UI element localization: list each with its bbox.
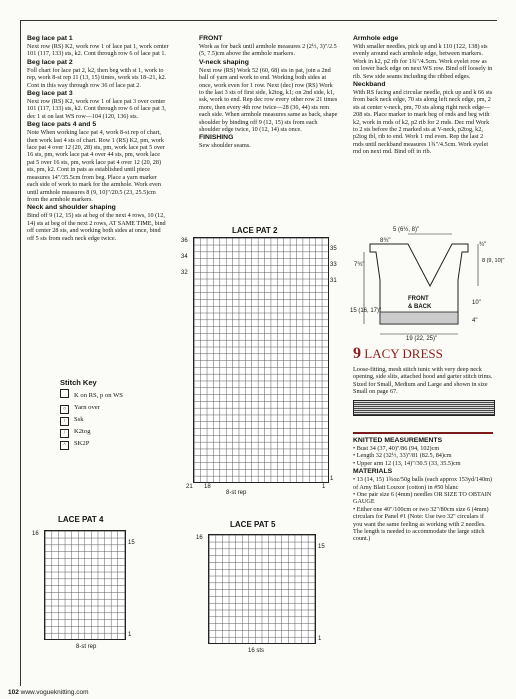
material-1: • 13 (14, 15) 1¾oz/50g balls (each approx 153yd/140m) of Amy Blatt Louxor (cotton) in #50 blanc [353,476,492,491]
schem-armhole: 8 (9, 10)" [482,258,505,264]
lace2-col-21: 21 [186,484,193,490]
section-heading [353,345,443,363]
key-ssk: \ Ssk [60,414,200,426]
lace2-row-32: 32 [181,270,188,276]
lace2-col-1: 1 [322,484,326,490]
schem-label-front: FRONT [408,296,429,302]
schem-height: 15 (16, 17)" [350,308,382,314]
heading-front: FRONT [199,35,223,42]
stitch-key [60,378,200,450]
lace2-row-34: 34 [181,254,188,260]
lace4-row-1: 1 [128,632,132,638]
heading-vneck: V-neck shaping [199,58,249,66]
lace2-rep: 8-st rep [226,490,247,496]
right-column [353,34,493,156]
chart-title-lace2: LACE PAT 2 [232,226,278,235]
text-armhole: With smaller needles, pick up and k 110 (122, 138) sts evenly around each armhole edge, between markers. Work in k2, p2 rib for 1¾"/4.5cm. Work eyelet row as on lower back edge on next WS row. Bind off loosely in rib. Sew side seams including the ribbed edges. [353,43,493,80]
lace5-sts: 16 sts [248,648,265,654]
lace2-row-33: 33 [330,262,337,268]
text-front: Work as for back until armhole measures 2 (2½, 3)"/2.5 (5, 7.5)cm above the armhole markers. [199,43,337,58]
heading-materials: MATERIALS [353,468,393,476]
lace4-rep: 8-st rep [76,644,97,650]
chart-title-lace4: LACE PAT 4 [58,515,104,524]
key-knit: K on RS, p on WS [60,389,200,402]
section-rule [353,432,493,434]
lace4-row-15: 15 [128,540,135,546]
lace2-row-35: 35 [330,246,337,252]
section-intro: Loose-fitting, mesh stitch tunic with very deep neck opening, side slits, attached hood and garter stitch trims. Sized for Small, Medium and Large and shown in size Small on page 67. [353,366,493,396]
measurements-column [353,436,493,543]
heading-lace45: Beg lace pats 4 and 5 [27,121,97,129]
section-text [353,366,493,396]
text-lace1: Next row (RS) K2, work row 1 of lace pat 1, work center 101 (117, 133) sts, k2. Cont through row 6 of lace pat 1. [27,43,169,58]
yarn-over-icon: ○ [60,405,69,414]
section-title: LACY DRESS [364,346,443,361]
heading-armhole: Armhole edge [353,35,399,42]
knit-symbol-icon [60,389,69,398]
lace2-col-18: 18 [204,484,211,490]
lace4-row-16: 16 [32,531,39,537]
left-column [27,34,169,242]
middle-column [199,34,339,150]
sk2p-icon: ^ [60,441,69,450]
heading-lace3: Beg lace pat 3 [27,90,73,98]
lace4-grid [44,530,126,640]
material-3: • Either one 40"/100cm or two 32"/80cm size 6 (4mm) circulars for Panel #1 (Note: Use two 32" circulars if you want the same feeling as working with 2 needles. The length is needed to accommodate the large stitch count.) [353,505,489,543]
site-url: www.vogueknitting.com [20,689,89,696]
text-vneck: Next row (RS) Work 52 (60, 68) sts in pat, join a 2nd ball of yarn and work to end. Working both sides at once, work even for 1 row. Next (dec) row (RS) Work to the last 3 sts of first side, k2tog, k1; on 2nd side, k1, ssk, work to end. Rep dec row every other row 21 times more, then every 4th row twice—28 (36, 44) sts rem each side. When armhole measures same as back, shape shoulder by binding off 9 (12, 15) sts from each shoulder edge twice, 10 (12, 14) sts once. [199,66,338,134]
schem-rib: 4" [472,318,478,324]
section-number: 9 [353,345,361,362]
schem-hem-side: 10" [472,300,481,306]
text-lace3: Next row (RS) K2, work row 1 of lace pat 3 over center 101 (117, 133) sts, k2. Cont through row 6 of lace pat 3, dec 1 st on last WS row—104 (120, 136) sts. [27,98,166,120]
meas-bust: • Bust 34 (37, 40)"/86 (94, 102)cm [353,445,440,452]
key-sk2p: ^ SK2P [60,438,200,450]
text-lace2: Foll chart for lace pat 2, k2, then beg with st 1, work to rep, work 8-st rep 11 (13, 15) times, work sts 18–21, k2. Cont in this way through row 36 of lace pat 2. [27,66,167,89]
lace5-row-15: 15 [318,544,325,550]
schem-label-back: & BACK [408,304,432,310]
garter-swatch [353,400,495,416]
k2tog-icon: / [60,429,69,438]
heading-finishing: FINISHING [199,134,234,142]
heading-lace2: Beg lace pat 2 [27,58,73,66]
lace5-grid [208,534,316,644]
schem-bottom: 19 (22, 25)" [406,336,438,342]
meas-length: • Length 32 (32½, 33)"/81 (82.5, 84)cm [353,452,452,460]
heading-knitted: KNITTED MEASUREMENTS [353,437,443,444]
text-neck-shoulder: Bind off 9 (12, 15) sts at beg of the next 4 rows, 10 (12, 14) sts at beg of the next 2 rows, AT SAME TIME, bind off center 28 sts, and working both sides at once, bind off 5 sts from each neck edge twice. [27,212,166,242]
chart-title-lace5: LACE PAT 5 [230,520,276,529]
schem-left-side: 7¾" [354,262,365,268]
text-finishing: Sew shoulder seams. [199,142,251,150]
lace2-row-36: 36 [181,238,188,244]
meas-upper-arm: • Upper arm 12 (13, 14)"/30.5 (33, 35.5)cm [353,459,461,467]
lace2-row-31: 31 [330,278,337,284]
material-2: • One pair size 6 (4mm) needles OR SIZE TO OBTAIN GAUGE [353,491,492,506]
garment-schematic [350,226,490,344]
key-yo: ○ Yarn over [60,402,200,414]
heading-neckband: Neckband [353,81,386,89]
lace5-row-1: 1 [318,636,322,642]
key-k2tog: / K2tog [60,426,200,438]
footer [8,689,89,696]
schem-top-width: 5 (6½, 8)" [393,227,420,233]
heading-neck-shoulder: Neck and shoulder shaping [27,204,116,212]
heading-lace1: Beg lace pat 1 [27,35,73,42]
text-lace45: Note When working lace pat 4, work 8-st rep of chart, then work last 4 sts of chart. Row 1 (RS) K2, pm, work lace pat 4 over 12 (20, 28) sts, pm, work lace pat 5 over 16 sts, pm, work lace pat 4 over 44 sts, pm, work lace pat 5 over 16 sts, pm, work lace pat 4 over 12 (20, 28) sts, pm, k2. Cont in pats as established until piece measures 14"/35.5cm from beg. Place a yarn marker each side of work to mark for the armhole. Work even until armhole measures 8 (9, 10)"/20.5 (23, 25.5)cm from the armhole markers. [27,129,165,203]
schem-shoulder: 8¾" [380,238,391,244]
lace5-row-16: 16 [196,535,203,541]
schem-shoulder-drop: ¾" [479,242,487,248]
ssk-icon: \ [60,417,69,426]
text-neckband: With RS facing and circular needle, pick up and k 66 sts from back neck edge, 70 sts along left neck edge, pm, 2 sts at center v-neck, pm, 70 sts along right neck edge—208 sts. Place marker to mark beg of rnds and beg with k2, work in rnds of k2, p2 rib for 2 rnds. Dec rnd Work to 2 sts before the 2 marked sts at V-neck, p2tog, k2, p2tog tbl, rib to end. Work 1 rnd even. Rep the last 2 rnds until neckband measures 1¾"/4.5cm. Work eyelet rnd on next rnd. Bind off in rib. [353,89,493,156]
schematic-rib [380,312,458,324]
lace2-row-1: 1 [330,476,334,482]
lace2-grid [193,237,329,483]
stitch-key-title: Stitch Key [60,378,97,387]
page-number: 102 [8,689,19,696]
